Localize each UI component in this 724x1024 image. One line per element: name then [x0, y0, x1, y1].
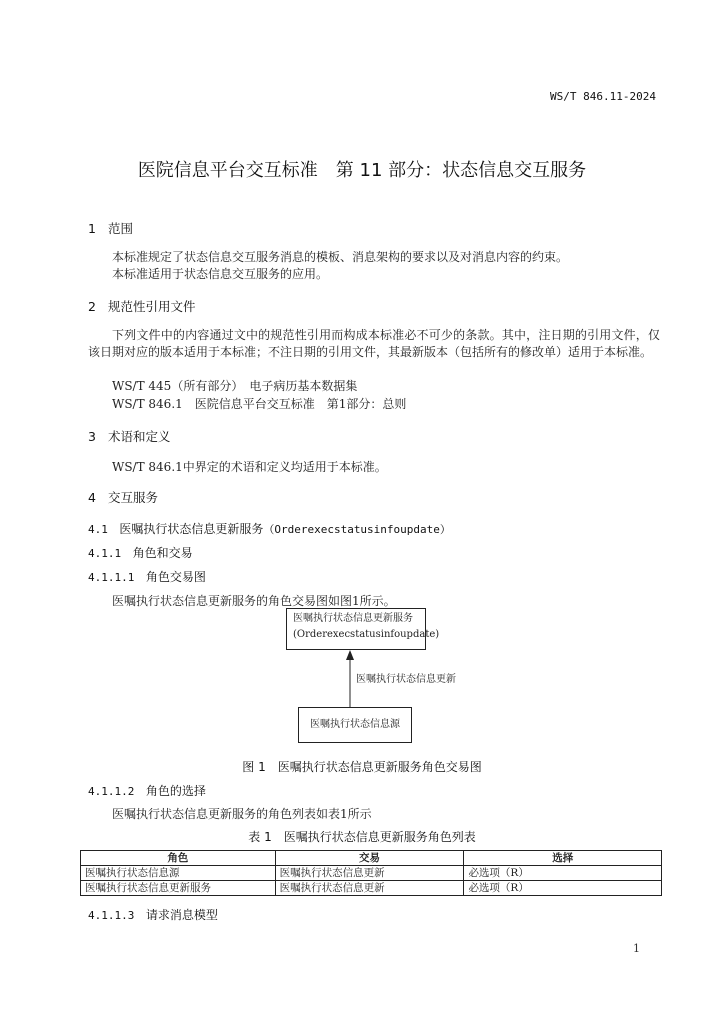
column-header-selection: 选择 [464, 851, 662, 866]
section-3-heading [88, 427, 171, 445]
subsection-number: 4.1.1.2 [88, 785, 135, 798]
table-row [81, 881, 662, 896]
subsection-title: 角色和交易 [132, 546, 193, 560]
cell-selection: 必选项（R） [464, 866, 662, 881]
section-3-paragraph: WS/T 846.1中界定的术语和定义均适用于本标准。 [112, 460, 387, 474]
arrow-head-icon [346, 650, 354, 660]
subsection-4-1-heading [88, 520, 451, 537]
cell-role: 医嘱执行状态信息更新服务 [81, 881, 276, 896]
source-role-box [298, 707, 412, 743]
reference-ws-t-445: WS/T 445（所有部分） 电子病历基本数据集 [112, 379, 358, 393]
source-role-name: 医嘱执行状态信息源 [310, 719, 400, 730]
table-caption: 表 1 医嘱执行状态信息更新服务角色列表 [248, 830, 476, 844]
table-header-row [81, 851, 662, 866]
section-1-heading [88, 219, 133, 237]
section-1-paragraph-1: 本标准规定了状态信息交互服务消息的模板、消息架构的要求以及对消息内容的约束。 [112, 250, 569, 264]
reference-ws-t-846-1: WS/T 846.1 医院信息平台交互标准 第1部分：总则 [112, 397, 407, 411]
document-title: 医院信息平台交互标准 第 11 部分：状态信息交互服务 [137, 160, 587, 181]
section-2-heading [88, 297, 196, 315]
cell-transaction: 医嘱执行状态信息更新 [275, 866, 464, 881]
subsection-number: 4.1.1.3 [88, 909, 135, 922]
column-header-role: 角色 [81, 851, 276, 866]
section-number: 1 [88, 221, 96, 236]
section-title: 范围 [108, 221, 134, 236]
cell-transaction: 医嘱执行状态信息更新 [275, 881, 464, 896]
section-4-heading [88, 488, 158, 506]
subsection-4-1-1-1-heading [88, 568, 206, 585]
section-number: 2 [88, 299, 96, 314]
cell-role: 医嘱执行状态信息源 [81, 866, 276, 881]
section-title: 术语和定义 [108, 429, 171, 444]
role-table [80, 850, 662, 896]
subsection-number: 4.1.1 [88, 547, 122, 560]
section-2-paragraph: 下列文件中的内容通过文中的规范性引用而构成本标准必不可少的条款。其中，注日期的引用文件，仅该日期对应的版本适用于本标准；不注日期的引用文件，其最新版本（包括所有的修改单）适用于本标准。 [88, 328, 660, 359]
page-number: 1 [633, 942, 640, 955]
service-role-name: 医嘱执行状态信息更新服务 [293, 613, 413, 624]
section-title: 规范性引用文件 [108, 299, 196, 314]
table-row [81, 866, 662, 881]
subsection-4-1-1-1-paragraph: 医嘱执行状态信息更新服务的角色交易图如图1所示。 [112, 594, 396, 608]
subsection-number: 4.1.1.1 [88, 571, 135, 584]
transaction-label: 医嘱执行状态信息更新 [356, 674, 456, 685]
subsection-4-1-1-heading [88, 544, 193, 561]
standard-code: WS/T 846.11-2024 [550, 90, 656, 103]
subsection-4-1-1-3-heading [88, 906, 218, 923]
section-title: 交互服务 [108, 490, 159, 505]
cell-selection: 必选项（R） [464, 881, 662, 896]
subsection-title: 医嘱执行状态信息更新服务 [119, 522, 264, 536]
column-header-transaction: 交易 [275, 851, 464, 866]
section-number: 4 [88, 490, 96, 505]
subsection-4-1-1-2-paragraph: 医嘱执行状态信息更新服务的角色列表如表1所示 [112, 807, 372, 821]
service-role-box [286, 608, 440, 650]
figure-caption: 图 1 医嘱执行状态信息更新服务角色交易图 [242, 760, 482, 774]
subsection-4-1-1-2-heading [88, 782, 206, 799]
subsection-title: 角色的选择 [145, 784, 206, 798]
service-role-code: (Orderexecstatusinfoupdate) [293, 629, 440, 640]
subsection-title: 请求消息模型 [145, 908, 218, 922]
section-number: 3 [88, 429, 96, 444]
subsection-title: 角色交易图 [145, 570, 206, 584]
subsection-number: 4.1 [88, 523, 108, 536]
section-1-paragraph-2: 本标准适用于状态信息交互服务的应用。 [112, 267, 329, 281]
service-code: （Orderexecstatusinfoupdate） [263, 523, 451, 536]
